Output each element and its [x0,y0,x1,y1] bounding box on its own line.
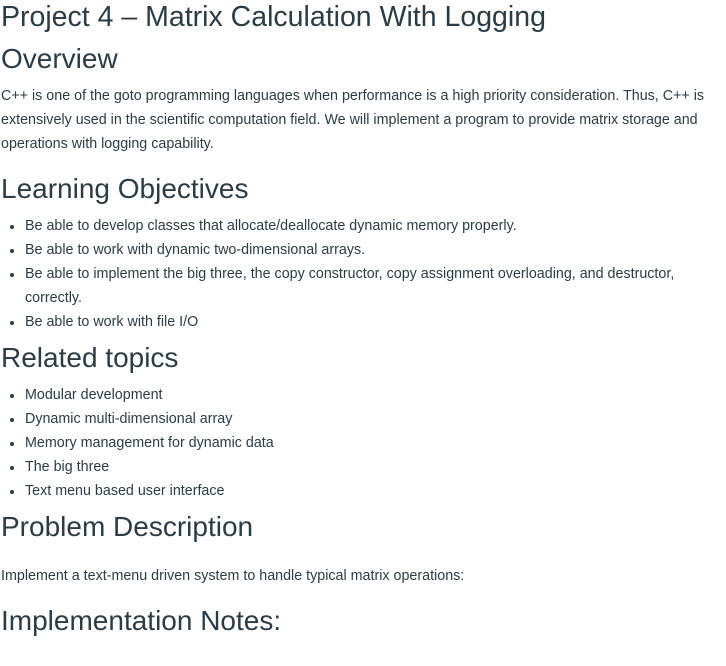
list-item: Dynamic multi-dimensional array [25,407,726,431]
page-title: Project 4 – Matrix Calculation With Logging [1,1,546,33]
implementation-notes-heading: Implementation Notes: [1,605,282,636]
list-item: Modular development [25,383,726,407]
problem-description-text: Implement a text-menu driven system to handle typical matrix operations: [1,568,465,584]
problem-description-heading: Problem Description [1,511,254,542]
list-item: Text menu based user interface [25,479,726,503]
related-topics-heading: Related topics [1,342,179,373]
list-item: Be able to work with dynamic two-dimensional arrays. [25,238,726,262]
list-item: Memory management for dynamic data [25,431,726,455]
overview-text: C++ is one of the goto programming languages when performance is a high priority consideration. Thus, C++ is extensively used in the scientific computation field. We will implement a program to provide matrix storage and operations with logging capability. [1,88,705,152]
learning-objectives-heading: Learning Objectives [1,173,249,204]
list-item: The big three [25,455,726,479]
related-topics-list [1,383,726,503]
list-item: Be able to implement the big three, the copy constructor, copy assignment overloading, and destructor, correctly. [25,262,726,310]
list-item: Be able to work with file I/O [25,310,726,334]
learning-objectives-list [1,214,726,334]
list-item: Be able to develop classes that allocate/deallocate dynamic memory properly. [25,214,726,238]
overview-heading: Overview [1,43,118,74]
